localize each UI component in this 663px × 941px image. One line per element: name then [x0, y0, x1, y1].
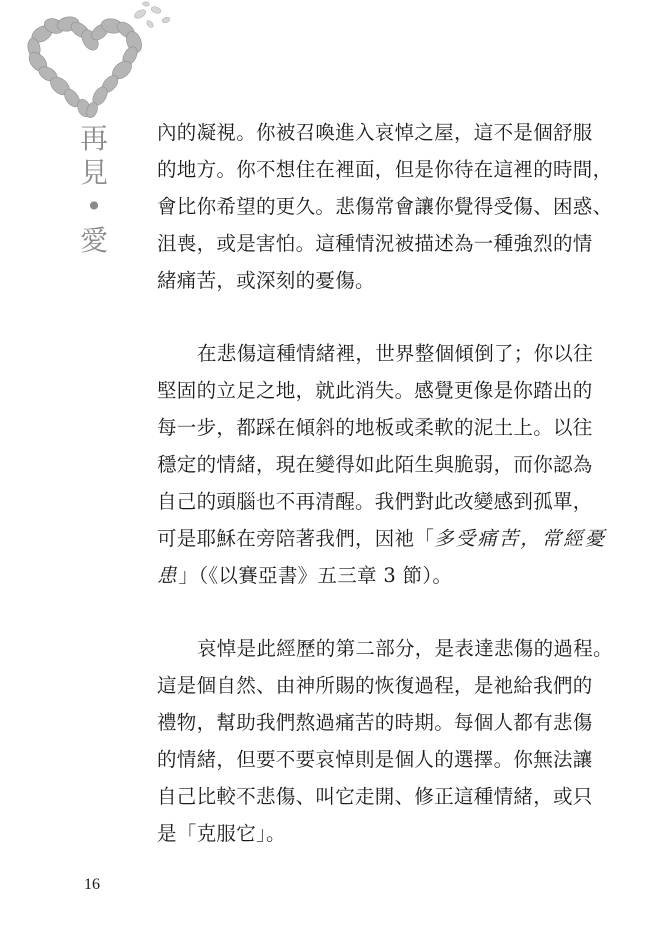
title-char: 愛	[79, 224, 108, 257]
text-run: 可是耶穌在旁陪著我們，因祂「	[157, 527, 435, 550]
body-text	[157, 114, 613, 852]
paragraph	[157, 630, 613, 852]
paragraph	[157, 114, 613, 299]
paragraph	[157, 335, 607, 594]
text-line: 沮喪，或是害怕。這種情況被描述為一種強烈的情	[157, 232, 593, 255]
scripture-quote: 多受痛苦，常經憂	[434, 527, 607, 550]
text-line	[157, 557, 569, 594]
text-line: 自己比較不悲傷、叫它走開、修正這種情緒，或只	[157, 785, 593, 808]
book-title-vertical	[74, 122, 114, 258]
text-line: 哀悼是此經歷的第二部分，是表達悲傷的過程。	[197, 637, 613, 660]
text-line: 內的凝視。你被召喚進入哀悼之屋，這不是個舒服	[157, 121, 593, 144]
page-number: 16	[84, 876, 100, 893]
text-line: 禮物，幫助我們熬過痛苦的時期。每個人都有悲傷	[157, 711, 593, 734]
title-char: 再	[79, 122, 108, 155]
text-line: 是「克服它」。	[157, 822, 286, 845]
text-line: 的地方。你不想住在裡面，但是你待在這裡的時間，	[157, 158, 613, 181]
title-char: 見	[79, 156, 108, 189]
text-line: 穩定的情緒，現在變得如此陌生與脆弱，而你認為	[157, 453, 593, 476]
scripture-quote: 患	[157, 564, 179, 587]
text-line	[157, 520, 607, 557]
text-line: 堅固的立足之地，就此消失。感覺更像是你踏出的	[157, 379, 593, 402]
text-line: 的情緒，但要不要哀悼則是個人的選擇。你無法讓	[157, 748, 593, 771]
title-char: •	[85, 190, 103, 223]
text-line: 每一步，都踩在傾斜的地板或柔軟的泥土上。以往	[157, 416, 593, 439]
text-line: 自己的頭腦也不再清醒。我們對此改變感到孤單，	[157, 490, 593, 513]
text-line: 在悲傷這種情緒裡，世界整個傾倒了；你以往	[197, 342, 594, 365]
text-line: 緒痛苦，或深刻的憂傷。	[157, 269, 375, 292]
text-line: 這是個自然、由神所賜的恢復過程，是祂給我們的	[157, 674, 593, 697]
scripture-reference: 」（《以賽亞書》五三章 3 節）。	[178, 564, 453, 587]
text-line: 會比你希望的更久。悲傷常會讓你覺得受傷、困惑、	[157, 195, 613, 218]
